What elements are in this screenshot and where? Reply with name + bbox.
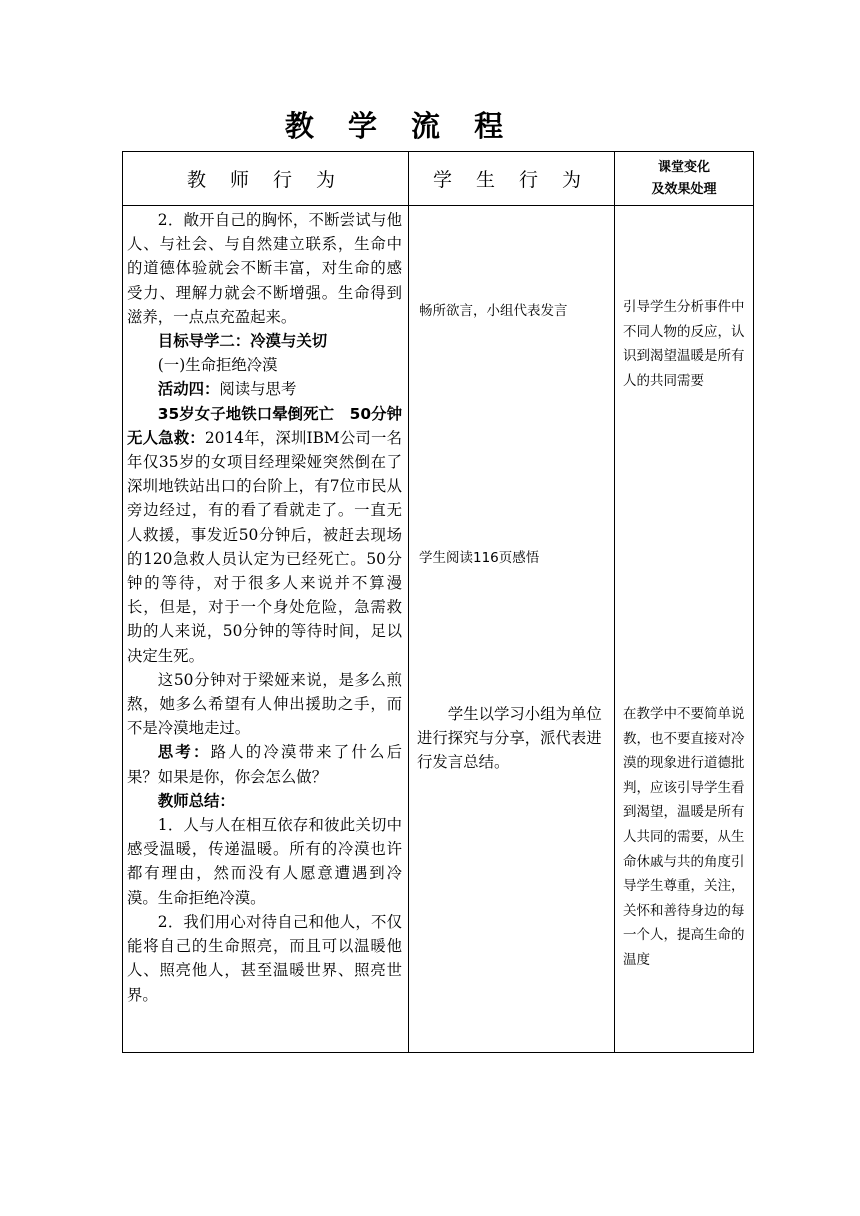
- student-activity-3: 学生以学习小组为单位进行探究与分享，派代表进行发言总结。: [417, 705, 602, 772]
- activity-text: 阅读与思考: [219, 380, 297, 399]
- effect-header-line1: 课堂变化: [657, 159, 710, 175]
- teacher-cell: [123, 206, 409, 1053]
- summary-point-2: 2．我们用心对待自己和他人，不仅能将自己的生命照亮，而且可以温暖他人、照亮他人，甚至温暖世界、照亮世界。: [127, 912, 402, 1004]
- page-title: 教 学 流 程: [284, 109, 516, 143]
- teaching-flow-table: [122, 151, 754, 1053]
- summary-point-1: 1．人与人在相互依存和彼此关切中感受温暖，传递温暖。所有的冷漠也许都有理由，然而没有人愿意遭遇到冷漠。生命拒绝冷漠。: [127, 816, 402, 907]
- table-header-row: [123, 152, 754, 206]
- student-header-cell: [409, 152, 615, 206]
- teacher-header: 教 师 行 为: [186, 169, 345, 191]
- effect-header-cell: [615, 152, 754, 206]
- goal-heading: 目标导学二：冷漠与关切: [157, 332, 328, 351]
- think-text: 路人的冷漠带来了什么后果？如果是你，你会怎么做？: [127, 743, 402, 786]
- student-cell: [409, 206, 615, 1053]
- activity-line: [127, 377, 402, 401]
- effect-note-2: 在教学中不要简单说教，也不要直接对冷漠的现象进行道德批判，应该引导学生看到渴望，温暖是所有人共同的需要，从生命休戚与共的角度引导学生尊重，关注，关怀和善待身边的每一个人，提高生命的温度: [623, 706, 745, 968]
- case-text: 2014年，深圳IBM公司一名年仅35岁的女项目经理梁娅突然倒在了深圳地铁站出口的台阶上，有7位市民从旁边经过，有的看了看就走了。一直无人救援，事发近50分钟后，被赶去现场的120急救人员认定为已经死亡。50分钟的等待，对于很多人来说并不算漫长，但是，对于一个身处危险，急需救助的人来说，50分钟的等待时间，足以决定生死。: [127, 428, 402, 665]
- wait-paragraph: 这50分钟对于梁娅来说，是多么煎熬，她多么希望有人伸出援助之手，而不是冷漠地走过。: [127, 670, 402, 738]
- student-header: 学 生 行 为: [432, 169, 591, 191]
- think-label: 思考：: [157, 743, 211, 762]
- case-paragraph: [127, 402, 402, 668]
- student-activity-2: 学生阅读116页感悟: [419, 550, 540, 566]
- summary-label: 教师总结：: [157, 791, 235, 810]
- effect-cell: [615, 206, 754, 1053]
- student-activity-1: 畅所欲言，小组代表发言: [419, 303, 568, 319]
- case-title: 35岁女子地铁口晕倒死亡 50分钟无人急救：: [127, 404, 402, 447]
- table-body-row: [123, 206, 754, 1053]
- effect-header-line2: 及效果处理: [651, 181, 717, 197]
- teacher-paragraph-1: 2．敞开自己的胸怀，不断尝试与他人、与社会、与自然建立联系，生命中的道德体验就会不断丰富，对生命的感受力、理解力就会不断增强。生命得到滋养，一点点充盈起来。: [127, 211, 402, 326]
- effect-note-1: 引导学生分析事件中不同人物的反应，认识到渴望温暖是所有人的共同需要: [623, 299, 745, 389]
- subsection-heading: (一)生命拒绝冷漠: [157, 356, 278, 375]
- think-paragraph: [127, 740, 402, 788]
- activity-label: 活动四：: [157, 380, 220, 399]
- teacher-header-cell: [123, 152, 409, 206]
